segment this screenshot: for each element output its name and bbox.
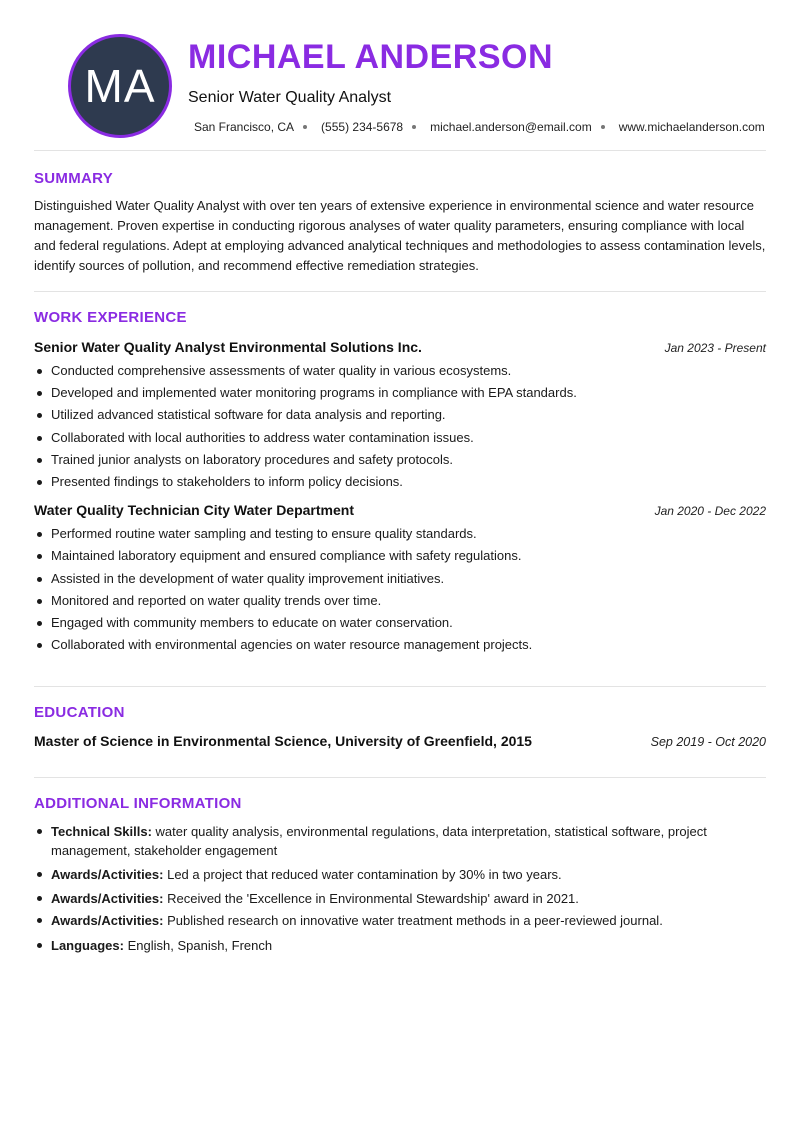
education-dates: Sep 2019 - Oct 2020 bbox=[650, 735, 766, 749]
contact-location bbox=[194, 120, 321, 134]
job-entry bbox=[34, 339, 766, 493]
job-header bbox=[34, 339, 766, 355]
item-text: water quality analysis, environmental regulations, data interpretation, statistical software, project management, stakeholder engagement bbox=[51, 824, 707, 858]
education-entry bbox=[34, 733, 766, 749]
item-label: Awards/Activities: bbox=[51, 913, 164, 928]
divider bbox=[34, 150, 766, 151]
experience-heading: WORK EXPERIENCE bbox=[34, 309, 187, 326]
location-text: San Francisco, CA bbox=[194, 120, 295, 134]
list-item: Collaborated with local authorities to address water contamination issues. bbox=[34, 427, 766, 449]
summary-text: Distinguished Water Quality Analyst with over ten years of extensive experience in environmental science and water resource management. Proven expertise in conducting rigorous analyses of water quality parameters, ensuring compliance with local and federal regulations. Adept at employing advanced analytical techniques and methodologies to assess contamination levels, identify sources of pollution, and recommend effective remediation strategies. bbox=[34, 198, 766, 273]
item-label: Awards/Activities: bbox=[51, 891, 164, 906]
contact-phone bbox=[321, 120, 430, 134]
phone-text: (555) 234-5678 bbox=[321, 120, 404, 134]
candidate-name: MICHAEL ANDERSON bbox=[188, 38, 554, 76]
job-header bbox=[34, 502, 766, 518]
separator-dot-icon bbox=[303, 125, 307, 129]
list-item: Engaged with community members to educate on water conservation. bbox=[34, 612, 766, 634]
item-text: Received the 'Excellence in Environmental Stewardship' award in 2021. bbox=[167, 891, 579, 906]
summary-heading: SUMMARY bbox=[34, 170, 114, 187]
experience-section bbox=[34, 309, 766, 656]
summary-section bbox=[34, 170, 766, 276]
list-item bbox=[34, 822, 766, 860]
contact-bar bbox=[194, 120, 765, 134]
list-item: Monitored and reported on water quality trends over time. bbox=[34, 590, 766, 612]
separator-dot-icon bbox=[412, 125, 416, 129]
email-text[interactable]: michael.anderson@email.com bbox=[430, 120, 592, 134]
divider bbox=[34, 777, 766, 778]
divider bbox=[34, 686, 766, 687]
list-item: Performed routine water sampling and testing to ensure quality standards. bbox=[34, 523, 766, 545]
list-item bbox=[34, 889, 766, 908]
job-bullets bbox=[34, 523, 766, 656]
list-item bbox=[34, 865, 766, 884]
item-text: English, Spanish, French bbox=[127, 938, 273, 953]
avatar-initials: MA bbox=[84, 60, 156, 112]
list-item: Utilized advanced statistical software for data analysis and reporting. bbox=[34, 404, 766, 426]
list-item bbox=[34, 911, 766, 930]
job-dates: Jan 2020 - Dec 2022 bbox=[654, 504, 766, 519]
job-position: Water Quality Technician City Water Department bbox=[34, 502, 354, 519]
divider bbox=[34, 291, 766, 292]
education-section bbox=[34, 704, 766, 749]
item-label: Awards/Activities: bbox=[51, 867, 164, 882]
job-position: Senior Water Quality Analyst Environmental Solutions Inc. bbox=[34, 339, 422, 355]
list-item: Presented findings to stakeholders to inform policy decisions. bbox=[34, 471, 766, 493]
additional-list bbox=[34, 822, 766, 955]
item-text: Published research on innovative water treatment methods in a peer-reviewed journal. bbox=[167, 913, 663, 928]
job-entry bbox=[34, 502, 766, 656]
job-title: Senior Water Quality Analyst bbox=[188, 89, 392, 106]
resume-header bbox=[34, 0, 766, 150]
job-bullets bbox=[34, 360, 766, 493]
item-label: Technical Skills: bbox=[51, 824, 152, 839]
list-item: Maintained laboratory equipment and ensured compliance with safety regulations. bbox=[34, 545, 766, 567]
list-item: Collaborated with environmental agencies on water resource management projects. bbox=[34, 634, 766, 656]
item-label: Languages: bbox=[51, 938, 124, 953]
item-text: Led a project that reduced water contamination by 30% in two years. bbox=[167, 867, 562, 882]
list-item: Conducted comprehensive assessments of water quality in various ecosystems. bbox=[34, 360, 766, 382]
contact-email[interactable] bbox=[430, 120, 619, 134]
degree-text: Master of Science in Environmental Science, University of Greenfield, 2015 bbox=[34, 733, 532, 749]
list-item bbox=[34, 936, 766, 955]
job-dates: Jan 2023 - Present bbox=[664, 341, 766, 355]
additional-section bbox=[34, 795, 766, 960]
avatar bbox=[68, 34, 172, 138]
education-heading: EDUCATION bbox=[34, 704, 125, 721]
list-item: Trained junior analysts on laboratory procedures and safety protocols. bbox=[34, 449, 766, 471]
website-text[interactable]: www.michaelanderson.com bbox=[618, 120, 765, 134]
separator-dot-icon bbox=[601, 125, 605, 129]
contact-website[interactable] bbox=[619, 120, 765, 134]
additional-heading: ADDITIONAL INFORMATION bbox=[34, 795, 242, 812]
list-item: Developed and implemented water monitoring programs in compliance with EPA standards. bbox=[34, 382, 766, 404]
list-item: Assisted in the development of water quality improvement initiatives. bbox=[34, 568, 766, 590]
